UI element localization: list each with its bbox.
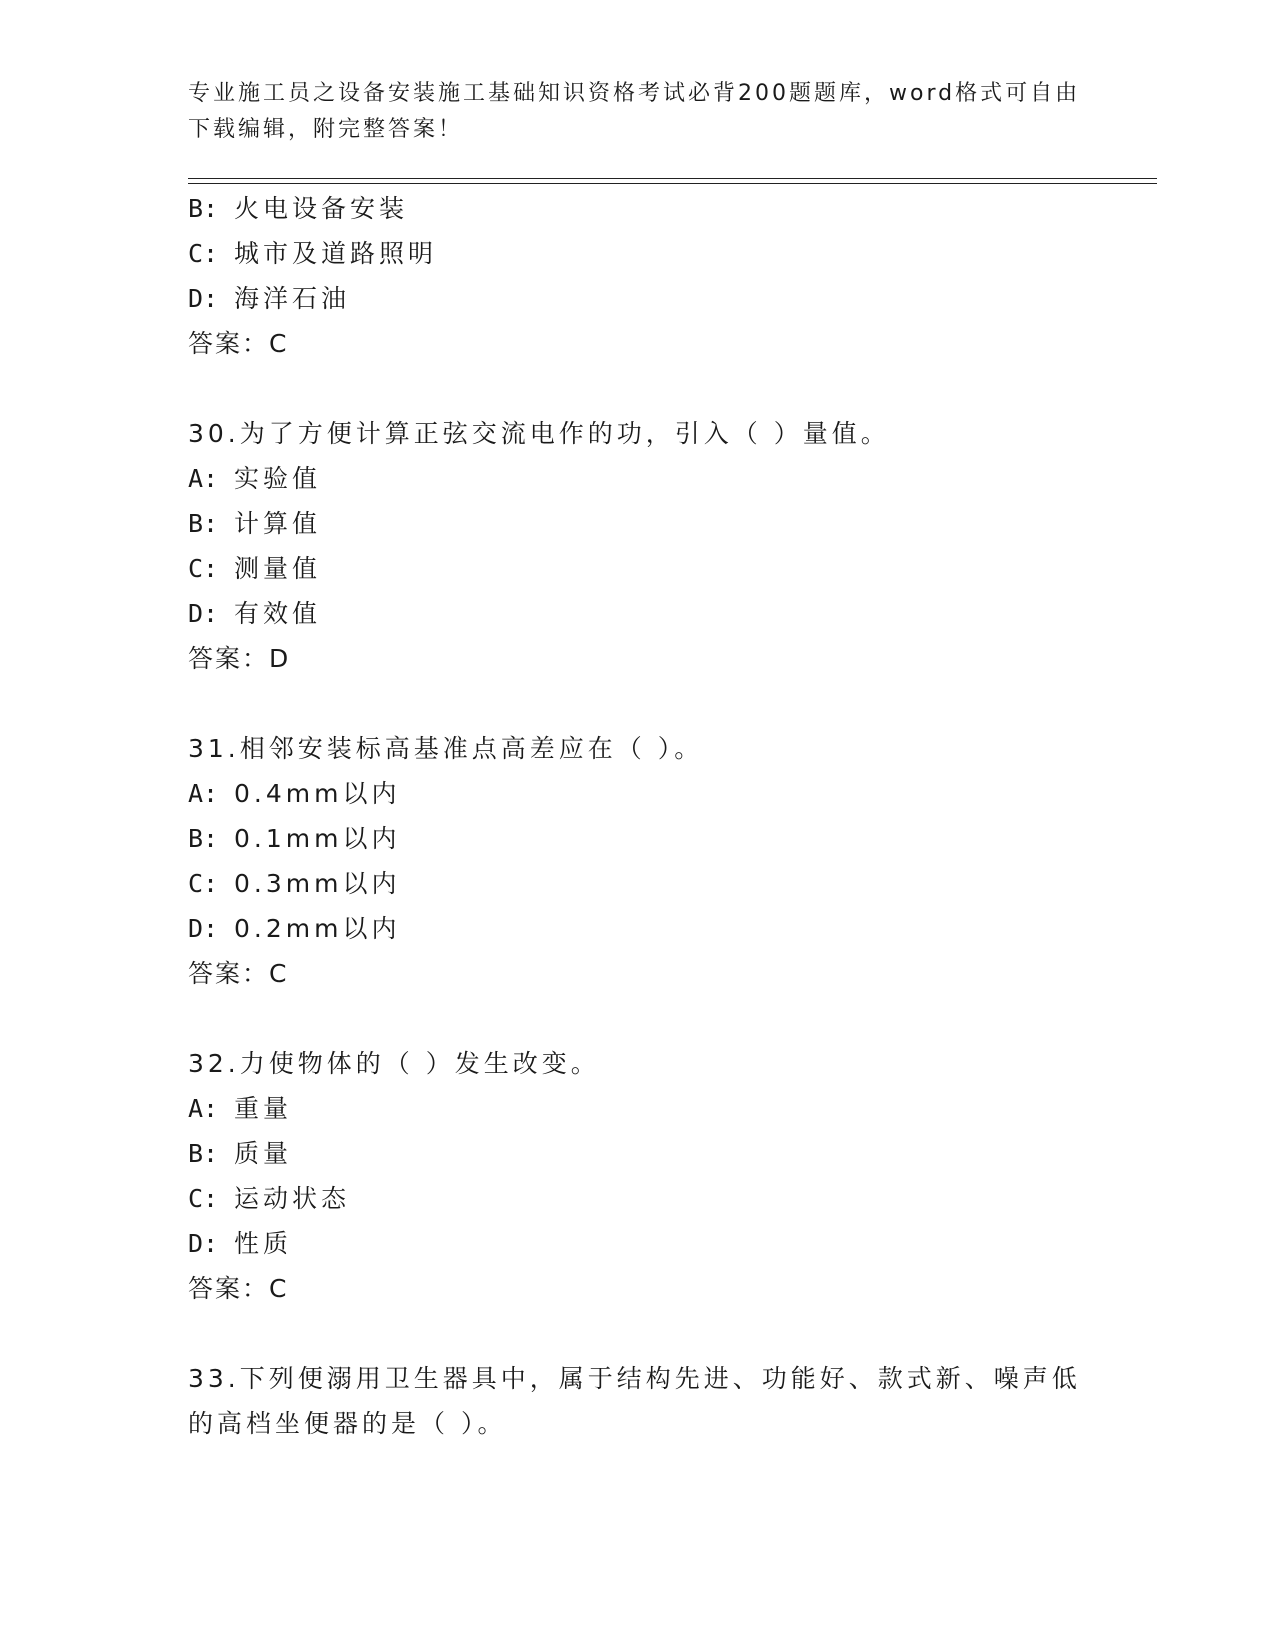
q30-option-d xyxy=(188,598,321,630)
option-text: 运动状态 xyxy=(234,1184,351,1213)
q29-answer: 答案：C xyxy=(188,329,289,358)
option-text: 测量值 xyxy=(234,554,322,583)
option-label: C: xyxy=(188,869,219,898)
q31-option-b xyxy=(188,823,400,855)
option-text: 城市及道路照明 xyxy=(234,239,438,268)
q29-option-b xyxy=(188,193,408,225)
option-label: C: xyxy=(188,554,219,583)
option-text: 海洋石油 xyxy=(234,284,351,313)
q29-option-d xyxy=(188,283,350,315)
q31-answer: 答案：C xyxy=(188,959,289,988)
q33-stem-line-2: 的高档坐便器的是（ ）。 xyxy=(188,1409,507,1438)
option-label: A: xyxy=(188,779,219,808)
option-text: 0.1mm以内 xyxy=(234,824,401,853)
option-text: 性质 xyxy=(234,1229,293,1258)
header-divider-top xyxy=(188,178,1157,179)
option-text: 重量 xyxy=(234,1094,293,1123)
q29-option-c xyxy=(188,238,437,270)
option-label: B: xyxy=(188,509,219,538)
option-text: 火电设备安装 xyxy=(234,194,409,223)
option-label: D: xyxy=(188,599,219,628)
option-text: 实验值 xyxy=(234,464,322,493)
option-text: 0.2mm以内 xyxy=(234,914,401,943)
option-text: 0.4mm以内 xyxy=(234,779,401,808)
q30-option-c xyxy=(188,553,321,585)
q32-option-d xyxy=(188,1228,292,1260)
q32-option-b xyxy=(188,1138,292,1170)
header-line-1: 专业施工员之设备安装施工基础知识资格考试必背200题题库，word格式可自由 xyxy=(188,81,1081,106)
option-text: 0.3mm以内 xyxy=(234,869,401,898)
option-text: 计算值 xyxy=(234,509,322,538)
header-divider-bottom xyxy=(188,183,1157,184)
q32-stem: 32.力使物体的（ ）发生改变。 xyxy=(188,1049,600,1078)
q30-option-a xyxy=(188,463,321,495)
option-label: D: xyxy=(188,914,219,943)
q33-stem-line-1: 33.下列便溺用卫生器具中，属于结构先进、功能好、款式新、噪声低 xyxy=(188,1364,1081,1393)
document-header xyxy=(188,76,1088,148)
q31-stem: 31.相邻安装标高基准点高差应在（ ）。 xyxy=(188,734,704,763)
q30-stem: 30.为了方便计算正弦交流电作的功，引入（ ）量值。 xyxy=(188,419,890,448)
option-label: D: xyxy=(188,1229,219,1258)
header-line-2: 下载编辑，附完整答案！ xyxy=(188,117,464,142)
option-label: B: xyxy=(188,824,219,853)
q32-answer: 答案：C xyxy=(188,1274,289,1303)
q31-option-a xyxy=(188,778,400,810)
option-label: B: xyxy=(188,194,219,223)
q32-option-a xyxy=(188,1093,292,1125)
option-label: A: xyxy=(188,464,219,493)
option-label: A: xyxy=(188,1094,219,1123)
option-label: B: xyxy=(188,1139,219,1168)
option-text: 质量 xyxy=(234,1139,293,1168)
q30-option-b xyxy=(188,508,321,540)
option-text: 有效值 xyxy=(234,599,322,628)
q31-option-c xyxy=(188,868,400,900)
option-label: C: xyxy=(188,1184,219,1213)
q32-option-c xyxy=(188,1183,350,1215)
q30-answer: 答案：D xyxy=(188,644,291,673)
option-label: C: xyxy=(188,239,219,268)
option-label: D: xyxy=(188,284,219,313)
q31-option-d xyxy=(188,913,400,945)
